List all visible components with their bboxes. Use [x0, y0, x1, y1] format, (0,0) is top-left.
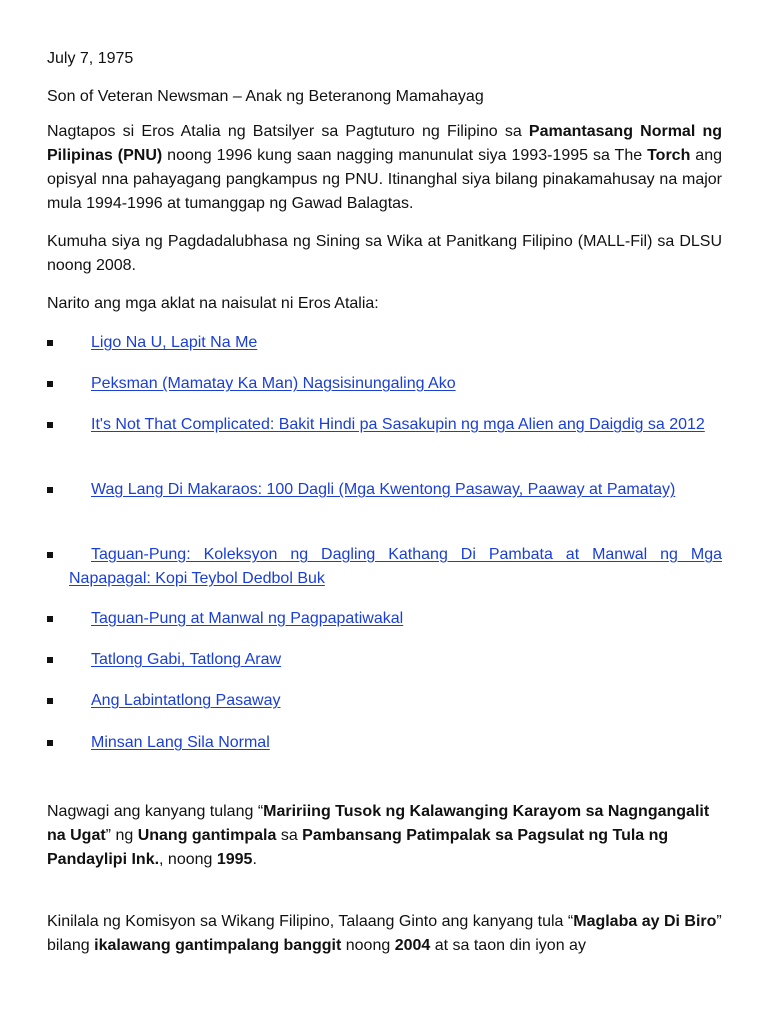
para4-text-2: ” bilang	[47, 913, 722, 954]
book-link[interactable]: Peksman (Mamatay Ka Man) Nagsisinungaling Ako	[91, 375, 456, 392]
bullet-square-icon	[47, 381, 53, 387]
para4-text-1: Kinilala ng Komisyon sa Wikang Filipino, Talaang Ginto ang kanyang tula “	[47, 913, 574, 930]
bullet-square-icon	[47, 616, 53, 622]
bullet-square-icon	[47, 698, 53, 704]
para1-text-1: Nagtapos si Eros Atalia ng Batsilyer sa Pagtuturo ng Filipino sa	[47, 123, 529, 140]
book-list-item	[47, 648, 722, 672]
bullet-square-icon	[47, 552, 53, 558]
book-link[interactable]: Tatlong Gabi, Tatlong Araw	[91, 651, 282, 668]
book-list-item	[47, 372, 722, 396]
book-list-item	[47, 543, 722, 591]
award-rank-2: ikalawang gantimpalang banggit	[94, 937, 342, 954]
contest-name: Pambansang Patimpalak sa Pagsulat ng Tula ng Pandaylipi Ink.	[47, 827, 669, 868]
book-link[interactable]: Taguan-Pung: Koleksyon ng Dagling Kathang Di Pambata at Manwal ng Mga Napapagal: Kopi Teybol Dedbol Buk	[69, 546, 722, 587]
pnu-name: Pamantasang Normal ng Pilipinas (PNU)	[47, 123, 722, 164]
bullet-square-icon	[47, 657, 53, 663]
award-year-1: 1995	[216, 851, 253, 868]
poem-title-1: Maririing Tusok ng Kalawanging Karayom sa Nagngangalit na Ugat	[47, 803, 710, 844]
book-link[interactable]: Minsan Lang Sila Normal	[91, 734, 270, 751]
book-link[interactable]: Wag Lang Di Makaraos: 100 Dagli (Mga Kwentong Pasaway, Paaway at Pamatay)	[91, 481, 676, 498]
education-paragraph	[47, 120, 722, 216]
book-list-item	[47, 478, 722, 502]
para4-text-3: noong	[341, 937, 395, 954]
para1-text-2: noong 1996 kung saan nagging manunulat siya 1993-1995 sa The	[162, 147, 648, 164]
bullet-square-icon	[47, 340, 53, 346]
book-link[interactable]: Taguan-Pung at Manwal ng Pagpapatiwakal	[91, 610, 404, 627]
book-list-item	[47, 689, 722, 713]
book-link[interactable]: Ang Labintatlong Pasaway	[91, 692, 281, 709]
torch-name: Torch	[647, 147, 691, 164]
award-paragraph-1995	[47, 800, 722, 872]
award-year-2: 2004	[394, 937, 431, 954]
book-list-item	[47, 331, 722, 355]
books-intro: Narito ang mga aklat na naisulat ni Eros Atalia:	[47, 295, 379, 312]
poem-title-2: Maglaba ay Di Biro	[573, 913, 717, 930]
para3-text-2: ” ng	[105, 827, 138, 844]
bullet-square-icon	[47, 740, 53, 746]
masters-paragraph: Kumuha siya ng Pagdadalubhasa ng Sining sa Wika at Panitkang Filipino (MALL-Fil) sa DLSU noong 2008.	[47, 233, 722, 274]
book-link[interactable]: It's Not That Complicated: Bakit Hindi pa Sasakupin ng mga Alien ang Daigdig sa 2012	[91, 416, 705, 433]
heading-line: Son of Veteran Newsman – Anak ng Beteranong Mamahayag	[47, 88, 484, 105]
para3-text-3: sa	[276, 827, 303, 844]
award-paragraph-2004	[47, 910, 722, 958]
date-line: July 7, 1975	[47, 50, 134, 67]
book-list-item	[47, 607, 722, 631]
para3-text-5: .	[252, 851, 257, 868]
para1-text-3: ang opisyal nna pahayagang pangkampus ng PNU. Itinanghal siya bilang pinakamahusay na major mula 1994-1996 at tumanggap ng Gawad Balagtas.	[47, 147, 723, 212]
book-list-item	[47, 413, 722, 437]
para4-text-4: at sa taon din iyon ay	[430, 937, 586, 954]
para3-text-1: Nagwagi ang kanyang tulang “	[47, 803, 264, 820]
book-list-item	[47, 731, 722, 755]
book-link[interactable]: Ligo Na U, Lapit Na Me	[91, 334, 258, 351]
para3-text-4: , noong	[159, 851, 217, 868]
bullet-square-icon	[47, 487, 53, 493]
award-rank-1: Unang gantimpala	[137, 827, 277, 844]
bullet-square-icon	[47, 422, 53, 428]
